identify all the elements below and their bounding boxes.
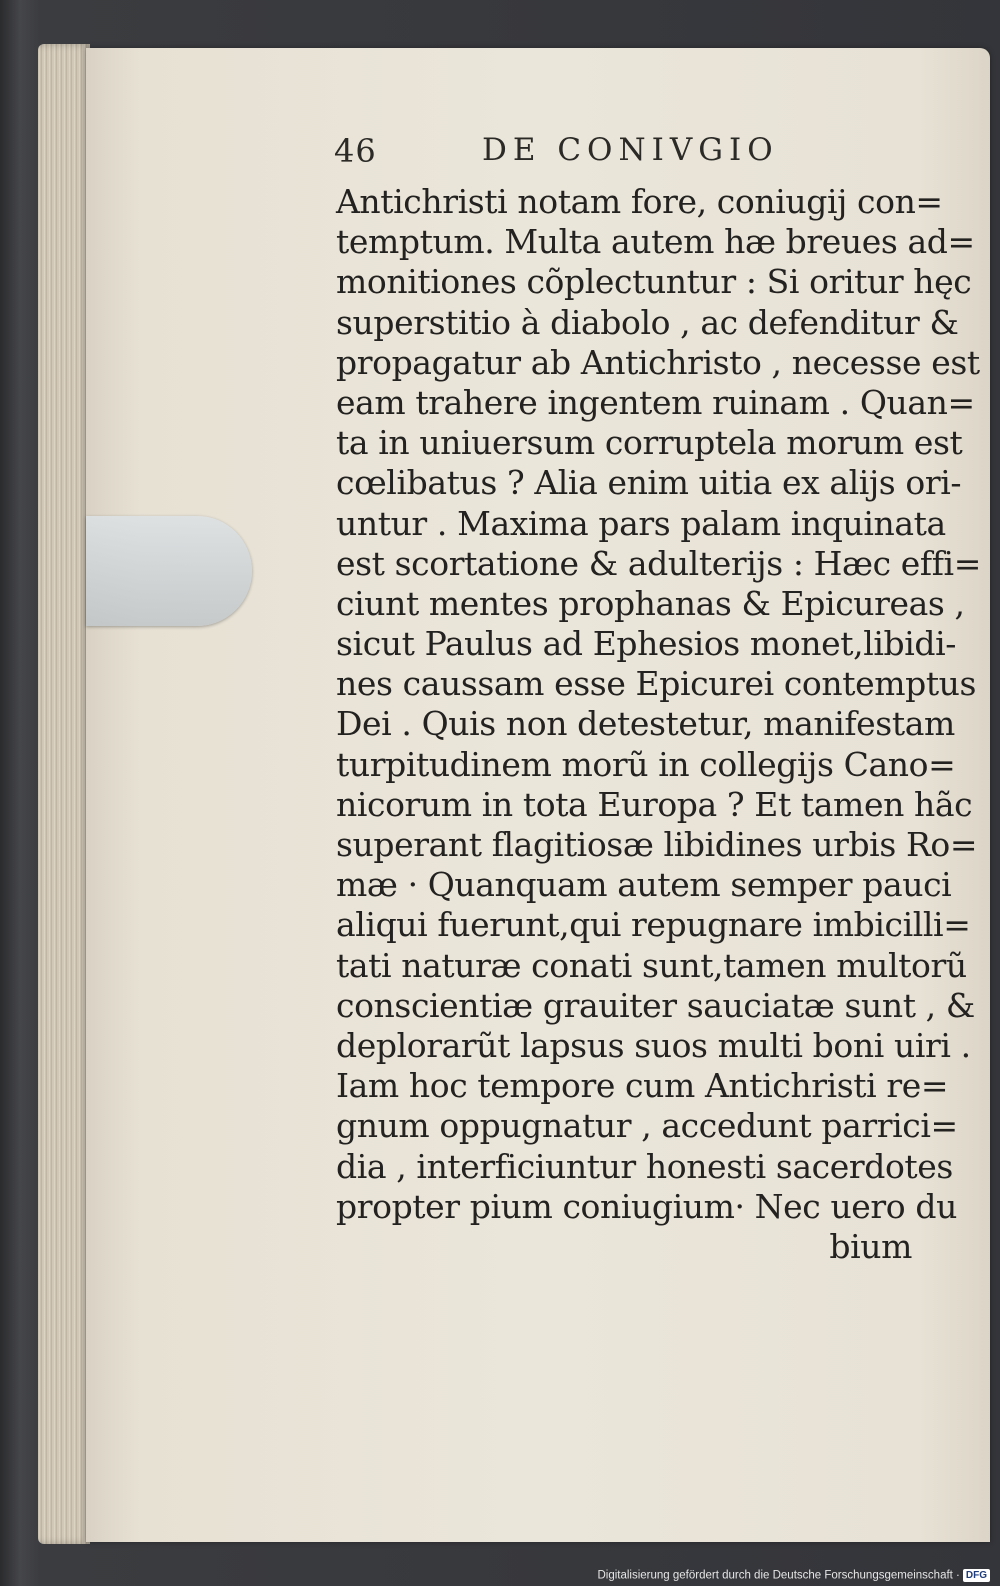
text-line: mæ · Quanquam autem semper pauci <box>336 865 952 905</box>
text-line: deplorarũt lapsus suos multi boni uiri . <box>336 1025 971 1065</box>
text-line: gnum oppugnatur , accedunt parrici= <box>336 1106 958 1146</box>
text-line: sicut Paulus ad Ephesios monet,libidi- <box>336 624 957 664</box>
text-line: ciunt mentes prophanas & Epicureas , <box>336 583 965 623</box>
text-line: superant flagitiosæ libidines urbis Ro= <box>336 825 978 864</box>
text-line: dia , interficiuntur honesti sacerdotes <box>336 1146 953 1186</box>
book-page-edges <box>38 44 90 1544</box>
running-head <box>334 128 804 174</box>
text-line: aliqui fuerunt,qui repugnare imbicilli= <box>336 905 971 945</box>
text-line: Iam hoc tempore cum Antichristi re= <box>336 1066 949 1106</box>
text-line: untur . Maxima pars palam inquinata <box>336 503 946 543</box>
text-line: ta in uniuersum corruptela morum est <box>336 423 963 463</box>
text-line: Antichristi notam fore, coniugij con= <box>336 182 943 221</box>
text-line: nes caussam esse Epicurei contemptus <box>336 664 977 704</box>
dfg-logo: DFG <box>963 1569 990 1582</box>
text-line: superstitio à diabolo , ac defenditur & <box>336 302 959 342</box>
catchword: bium <box>829 1226 912 1266</box>
text-line: nicorum in tota Europa ? Et tamen hãc <box>336 784 973 824</box>
text-line: cœlibatus ? Alia enim uitia ex alijs ori- <box>336 463 962 503</box>
text-line: temptum. Multa autem hæ breues ad= <box>336 222 975 262</box>
page-number: 46 <box>334 132 377 170</box>
text-line: propagatur ab Antichristo , necesse est <box>336 342 980 382</box>
text-line: conscientiæ grauiter sauciatæ sunt , & <box>336 985 975 1025</box>
running-title: DE CONIVGIO <box>482 132 779 168</box>
body-text <box>336 182 981 1267</box>
text-line: Dei . Quis non detestetur, manifestam <box>336 704 955 744</box>
digitization-credit <box>597 1569 990 1582</box>
text-line: est scortatione & adulterijs : Hæc effi= <box>336 543 981 583</box>
text-line: eam trahere ingentem ruinam . Quan= <box>336 382 975 422</box>
text-line: tati naturæ conati sunt,tamen multorũ <box>336 945 967 985</box>
text-line: propter pium coniugium· Nec uero du <box>336 1186 957 1226</box>
text-line: monitiones cõplectuntur : Si oritur hęc <box>336 262 972 302</box>
credit-text: Digitalisierung gefördert durch die Deutsche Forschungsgemeinschaft · <box>597 1569 960 1582</box>
text-line: turpitudinem morũ in collegijs Cano= <box>336 744 956 784</box>
page-marker-tab <box>86 516 252 626</box>
